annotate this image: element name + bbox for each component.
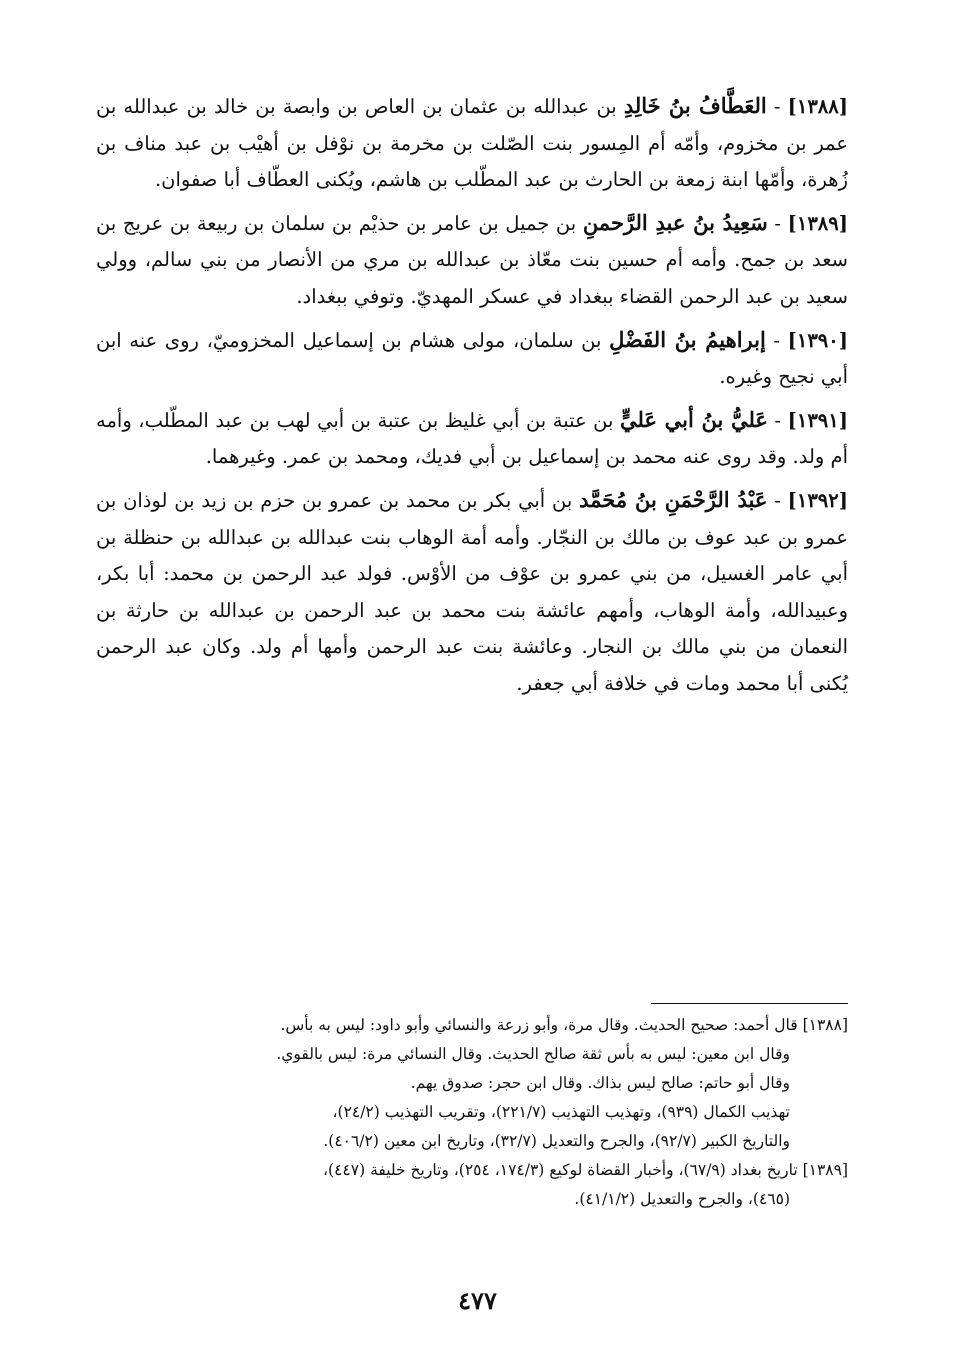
footnote-separator (651, 1003, 848, 1004)
entry-text: بن أبي بكر بن محمد بن عمرو بن حزم بن زيد بن لوذان بن عمرو بن عبد عوف بن مالك بن النجّار. وأمه أمة الوهاب بنت عبدالله بن عبدالله بن حنظلة بن أبي عامر الغسيل، من بني عمرو بن عوْف من الأوْس. فولد عبد الرحمن بن محمد: أبا بكر، وعبيدالله، وأمة الوهاب، وأمهم عائشة بنت محمد بن عبد الرحمن بن عبدالله بن حارثة بن النعمان من بني مالك بن النجار. وعائشة بنت عبد الرحمن وأمها أم ولد. وكان عبد الرحمن يُكنى أبا محمد ومات في خلافة أبي جعفر. (96, 488, 848, 695)
footnote-line: (٤٦٥)، والجرح والتعديل (٤١/١/٢). (574, 1190, 790, 1208)
entry-number: [١٣٩٢] (787, 488, 848, 512)
entry-name: إبراهيمُ بنُ الفَضْلِ (609, 326, 766, 352)
biography-entry-1388: [١٣٨٨] - العَطَّافُ بنُ خَالِدِ بن عبدالله بن عثمان بن العاص بن وابصة بن خالد بن عبدالله بن عمر بن مخزوم، وأمّه أم المِسور بنت الصّلت بن مخرمة بن نوْفل بن أهيْب بن عبد مناف بن زُهرة، وأمّها ابنة زمعة بن الحارث بن عبد المطّلب بن هاشم، ويُكنى العطّاف أبا صفوان. (96, 93, 848, 192)
biography-entry-1390: [١٣٩٠] - إبراهيمُ بنُ الفَضْلِ بن سلمان، مولى هشام بن إسماعيل المخزوميّ، روى عنه ابن أبي نجيح وغيره. (96, 326, 848, 389)
entry-name: عَبْدُ الرَّحْمَنِ بنُ مُحَمَّد (579, 486, 768, 512)
footnote-line: وقال أبو حاتم: صالح ليس بذاك. وقال ابن حجر: صدوق يهم. (410, 1074, 790, 1092)
biography-entry-1392: [١٣٩٢] - عَبْدُ الرَّحْمَنِ بنُ مُحَمَّد بن أبي بكر بن محمد بن عمرو بن حزم بن زيد بن لوذان بن عمرو بن عبد عوف بن مالك بن النجّار. وأمه أمة الوهاب بنت عبدالله بن عبدالله بن حنظلة بن أبي عامر الغسيل، من بني عمرو بن عوْف من الأوْس. فولد عبد الرحمن بن محمد: أبا بكر، وعبيدالله، وأمة الوهاب، وأمهم عائشة بنت محمد بن عبد الرحمن بن عبدالله بن حارثة بن النعمان من بني مالك بن النجار. وعائشة بنت عبد الرحمن وأمها أم ولد. وكان عبد الرحمن يُكنى أبا محمد ومات في خلافة أبي جعفر. (96, 486, 848, 695)
biography-entry-1391: [١٣٩١] - عَليُّ بنُ أبي عَليٍّ بن عتبة بن أبي غليظ بن عتبة بن أبي لهب بن عبد المطّلب، وأمه أم ولد. وقد روى عنه محمد بن إسماعيل بن أبي فديك، ومحمد بن عمر. وغيرهما. (96, 406, 848, 469)
entry-name: عَليُّ بنُ أبي عَليٍّ (619, 406, 768, 432)
entry-text: بن سلمان، مولى هشام بن إسماعيل المخزوميّ، روى عنه ابن أبي نجيح وغيره. (96, 328, 848, 389)
footnote-line: تهذيب الكمال (٩٣٩)، وتهذيب التهذيب (٢٢١/٧)، وتقريب التهذيب (٢٤/٢)، (332, 1103, 790, 1121)
entry-text: بن عتبة بن أبي غليظ بن عتبة بن أبي لهب بن عبد المطّلب، وأمه أم ولد. وقد روى عنه محمد بن إسماعيل بن أبي فديك، ومحمد بن عمر. وغيرهما. (96, 408, 848, 469)
entry-name: العَطَّافُ بنُ خَالِدِ (623, 93, 767, 118)
entry-text: بن عبدالله بن عثمان بن العاص بن وابصة بن خالد بن عبدالله بن عمر بن مخزوم، وأمّه أم المِسور بنت الصّلت بن مخرمة بن نوْفل بن أهيْب بن عبد مناف بن زُهرة، وأمّها ابنة زمعة بن الحارث بن عبد المطّلب بن هاشم، ويُكنى العطّاف أبا صفوان. (96, 95, 848, 192)
footnote-line: [١٣٨٨] قال أحمد: صحيح الحديث. وقال مرة، وأبو زرعة والنسائي وأبو داود: ليس به بأس. (280, 1016, 848, 1034)
main-text (96, 88, 848, 709)
footnote-1389 (96, 1156, 848, 1214)
entry-name: سَعِيدُ بنُ عبدِ الرَّحمنِ (582, 209, 768, 235)
footnote-line: [١٣٨٩] تاريخ بغداد (٦٧/٩)، وأخبار القضاة لوكيع (١٧٤/٣، ٢٥٤)، وتاريخ خليفة (٤٤٧)، (323, 1161, 848, 1179)
entry-number: [١٣٨٩] (787, 211, 848, 235)
page-number: ٤٧٧ (458, 1286, 497, 1315)
entry-text: بن جميل بن عامر بن حذيْم بن سلمان بن ربيعة بن عريج بن سعد بن جمح. وأمه أم حسين بنت معّاذ بن عبدالله بن مري من الأنصار من بني سالم، وولي سعيد بن عبد الرحمن القضاء ببغداد في عسكر المهديّ. وتوفي ببغداد. (96, 211, 848, 308)
footnote-line: وقال ابن معين: ليس به بأس ثقة صالح الحديث. وقال النسائي مرة: ليس بالقوي. (276, 1045, 790, 1063)
entry-number: [١٣٨٨] (787, 95, 848, 118)
footnote-1388 (96, 1011, 848, 1156)
footnote-line: والتاريخ الكبير (٩٢/٧)، والجرح والتعديل (٣٢/٧)، وتاريخ ابن معين (٤٠٦/٢). (323, 1132, 790, 1150)
footnotes (96, 1011, 848, 1214)
entry-number: [١٣٩٠] (787, 328, 848, 352)
biography-entry-1389: [١٣٨٩] - سَعِيدُ بنُ عبدِ الرَّحمنِ بن جميل بن عامر بن حذيْم بن سلمان بن ربيعة بن عريج بن سعد بن جمح. وأمه أم حسين بنت معّاذ بن عبدالله بن مري من الأنصار من بني سالم، وولي سعيد بن عبد الرحمن القضاء ببغداد في عسكر المهديّ. وتوفي ببغداد. (96, 209, 848, 308)
entry-number: [١٣٩١] (787, 408, 848, 432)
